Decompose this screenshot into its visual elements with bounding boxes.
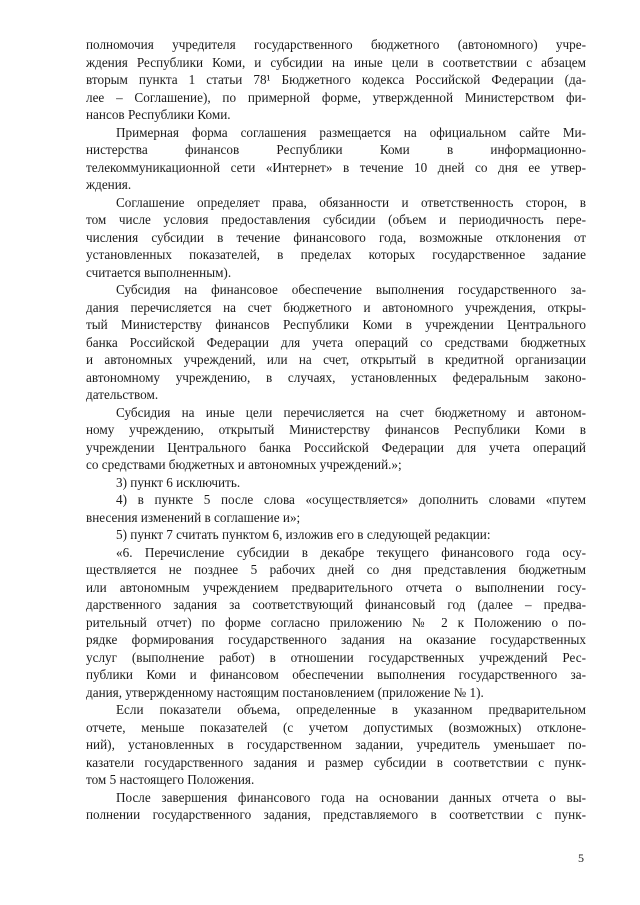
text-line: Субсидия на иные цели перечисляется на счет бюджетному и автоном- <box>116 404 586 420</box>
text-line: том числе условия предоставления субсидии (объем и периодичность пере- <box>86 212 586 227</box>
text-line: ному учреждению, открытый Министерству финансов Республики Коми в <box>86 422 586 437</box>
text-line: 5) пункт 7 считать пунктом 6, изложив его в следующей редакции: <box>116 527 491 542</box>
para-indicators <box>86 701 586 789</box>
text-line: числения субсидии в течение финансового года, возможные отклонения от <box>86 229 586 245</box>
text-line: ждения. <box>86 177 132 192</box>
text-line: дательством. <box>86 387 159 402</box>
text-line: После завершения финансового года на основании данных отчета о вы- <box>116 789 586 805</box>
para-point-6 <box>86 544 586 702</box>
text-line: ществляется не позднее 5 рабочих дней со дня представления бюджетным <box>86 562 586 577</box>
text-line: и автономных учреждений, или на счет, открытый в кредитной организации <box>86 352 586 367</box>
text-line: «6. Перечисление субсидии в декабре текущего финансового года осу- <box>116 544 586 560</box>
document-body <box>86 36 586 824</box>
para-subsidy-transfer <box>86 281 586 404</box>
text-line: дания перечисляется на счет бюджетного и автономного учреждения, откры- <box>86 299 586 315</box>
text-line: ний), установленных в государственном задании, учредитель уменьшает по- <box>86 737 586 752</box>
text-line: или автономным учреждением предварительного отчета о выполнении госу- <box>86 579 586 595</box>
page-number: 5 <box>578 851 584 865</box>
text-line: 3) пункт 6 исключить. <box>116 474 241 490</box>
text-line: рядке формирования государственного задания на оказание государственных <box>86 632 586 647</box>
text-line: вторым пункта 1 статьи 78¹ Бюджетного кодекса Российской Федерации (да- <box>86 72 586 87</box>
text-line: отчете, меньше показателей (с учетом допустимых (возможных) отклоне- <box>86 719 586 735</box>
text-line: телекоммуникационной сети «Интернет» в течение 10 дней со дня ее утвер- <box>86 159 586 175</box>
text-line: внесения изменений в соглашение и»; <box>86 509 301 525</box>
text-line: дания, утвержденному настоящим постановлением (приложение № 1). <box>86 684 484 700</box>
text-line: Субсидия на финансовое обеспечение выполнения государственного за- <box>116 282 586 297</box>
text-line: ждения Республики Коми, и субсидии на иные цели в соответствии с абзацем <box>86 54 586 70</box>
text-line: учреждении Центрального банка Российской Федерации для учета операций <box>86 439 586 455</box>
para-item-4 <box>86 491 586 526</box>
para-agreement-defines <box>86 194 586 282</box>
text-line: Примерная форма соглашения размещается на официальном сайте Ми- <box>116 124 586 140</box>
text-line: нистерства финансов Республики Коми в информационно- <box>86 142 586 157</box>
text-line: Соглашение определяет права, обязанности и ответственность сторон, в <box>116 194 586 210</box>
text-line: рительный отчет) по форме согласно приложению № 2 к Положению о по- <box>86 614 586 630</box>
text-line: Если показатели объема, определенные в указанном предварительном <box>116 702 586 717</box>
para-item-5 <box>86 526 586 544</box>
text-line: полномочия учредителя государственного бюджетного (автономного) учре- <box>86 37 586 52</box>
text-line: считается выполненным). <box>86 264 232 280</box>
text-line: нансов Республики Коми. <box>86 107 231 122</box>
text-line: услуг (выполнение работ) в отношении государственных учреждений Рес- <box>86 649 586 665</box>
text-line: установленных показателей, в пределах которых государственное задание <box>86 247 586 262</box>
para-sample-form <box>86 124 586 194</box>
text-line: казатели государственного задания и размер субсидии в соответствии с пунк- <box>86 754 586 770</box>
text-line: полнении государственного задания, представляемого в соответствии с пунк- <box>86 807 586 822</box>
para-authority-and-agreement <box>86 36 586 124</box>
text-line: банка Российской Федерации для учета операций со средствами бюджетных <box>86 334 586 350</box>
text-line: том 5 настоящего Положения. <box>86 772 255 787</box>
text-line: тый Министерству финансов Республики Коми в учреждении Центрального <box>86 317 586 332</box>
para-other-purposes <box>86 404 586 474</box>
text-line: 4) в пункте 5 после слова «осуществляется» дополнить словами «путем <box>116 492 586 507</box>
text-line: со средствами бюджетных и автономных учреждений.»; <box>86 457 402 472</box>
text-line: дарственного задания за соответствующий финансовый год (далее – предва- <box>86 597 586 612</box>
text-line: автономному учреждению, в случаях, установленных федеральным законо- <box>86 369 586 385</box>
para-year-end <box>86 789 586 824</box>
para-item-3 <box>86 474 586 492</box>
text-line: публики Коми и финансовом обеспечении выполнения государственного за- <box>86 667 586 682</box>
text-line: лее – Соглашение), по примерной форме, утвержденной Министерством фи- <box>86 89 586 105</box>
